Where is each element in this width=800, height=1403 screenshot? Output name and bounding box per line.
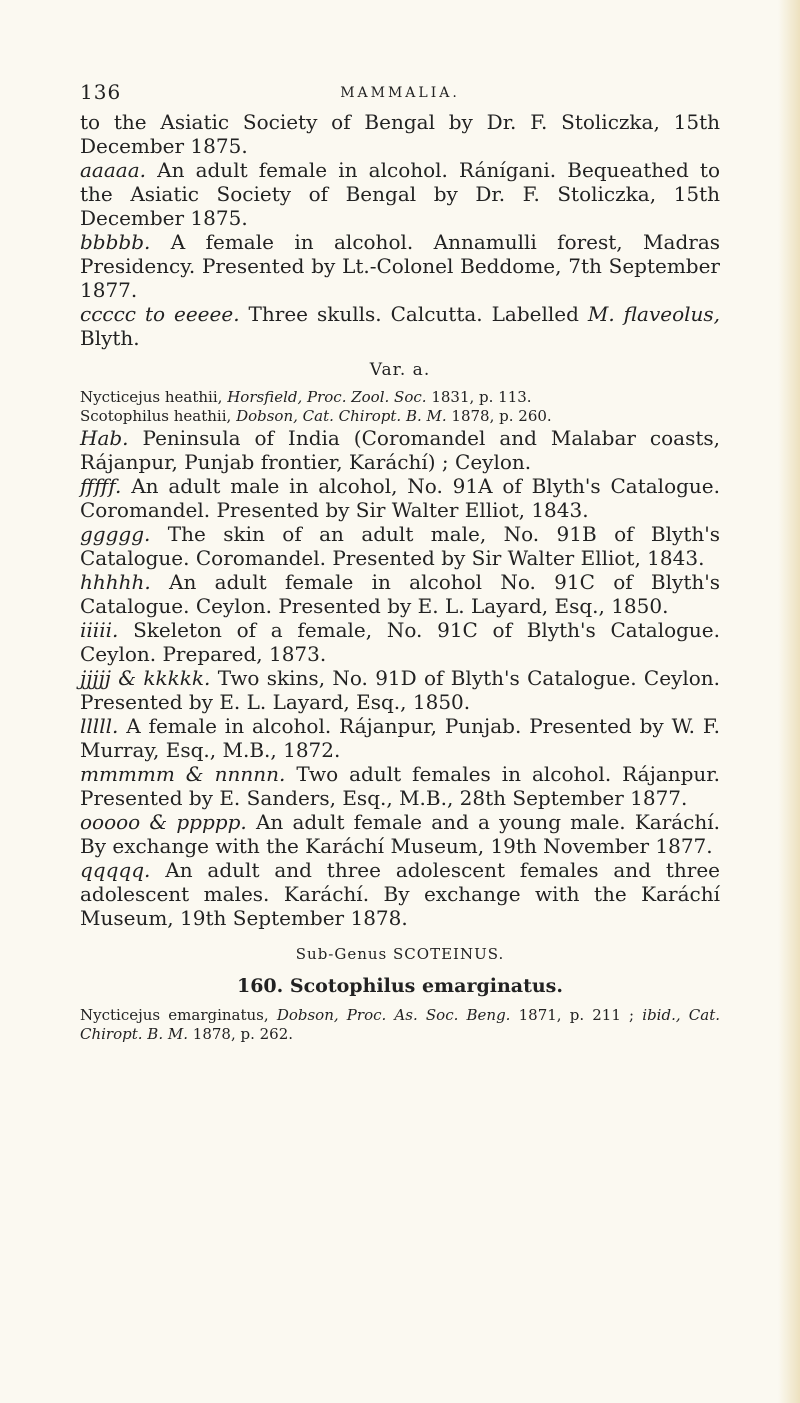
specimen-entry (80, 230, 720, 302)
specimen-label: lllll. (80, 714, 119, 738)
page-edge-shadow (778, 0, 800, 1403)
page-header (80, 0, 720, 110)
running-title: MAMMALIA. (340, 85, 460, 101)
variety-heading: Var. a. (369, 360, 431, 380)
specimen-entry: hhhhh. An adult female in alcohol No. 91C of Blyth's Catalogue. Ceylon. Presented by E. L. Layard, Esq., 1850. (80, 570, 720, 618)
page-number: 136 (80, 80, 122, 104)
specimen-label: bbbbb. (80, 230, 151, 254)
habitat-label: Hab. (80, 426, 129, 450)
species-name: M. flaveolus, (587, 302, 721, 326)
specimen-entry: iiiii. Skeleton of a female, No. 91C of Blyth's Catalogue. Ceylon. Prepared, 1873. (80, 618, 721, 666)
specimen-label: ooooo & ppppp. (80, 810, 247, 834)
specimen-entry: jjjjj & kkkkk. Two skins, No. 91D of Blyth's Catalogue. Ceylon. Presented by E. L. Layard, Esq., 1850. (80, 666, 721, 714)
specimen-label: qqqqq. (80, 858, 151, 882)
specimen-entry: qqqqq. An adult and three adolescent females and three adolescent males. Karáchí. By exchange with the Karáchí Museum, 19th September 1878. (80, 858, 721, 930)
page-body (80, 110, 720, 1044)
specimen-label: hhhhh. (80, 570, 151, 594)
specimen-text: A female in alcohol. Annamulli forest, Madras Presidency. Presented by Lt.-Colonel Beddome, 7th September 1877. (80, 230, 721, 302)
specimen-label: mmmmm & nnnnn. (80, 762, 286, 786)
specimen-entry: lllll. A female in alcohol. Rájanpur, Punjab. Presented by W. F. Murray, Esq., M.B., 1872. (80, 714, 720, 762)
continued-paragraph: to the Asiatic Society of Bengal by Dr. F. Stoliczka, 15th December 1875. (80, 110, 720, 158)
habitat: Hab. Peninsula of India (Coromandel and Malabar coasts, Rájanpur, Punjab frontier, Karáchí) ; Ceylon. (80, 426, 720, 474)
specimen-entry: ccccc to eeeee. Three skulls. Calcutta. Labelled M. flaveolus, Blyth. (80, 302, 721, 350)
specimen-label: fffff. (80, 474, 122, 498)
specimen-entry: ooooo & ppppp. An adult female and a young male. Karáchí. By exchange with the Karáchí Museum, 19th November 1877. (80, 810, 721, 858)
specimen-label: aaaaa. (80, 158, 146, 182)
specimen-entry: mmmmm & nnnnn. Two adult females in alcohol. Rájanpur. Presented by E. Sanders, Esq., M.B., 28th September 1877. (80, 762, 721, 810)
specimen-label: ccccc to eeeee. (80, 302, 240, 326)
specimen-label: ggggg. (80, 522, 151, 546)
page (80, 0, 720, 1044)
subgenus-heading: Sub-Genus SCOTEINUS. (295, 945, 505, 963)
specimen-label: iiiii. (80, 618, 119, 642)
synonym-line: Nycticejus heathii, Horsfield, Proc. Zool. Soc. 1831, p. 113. (80, 388, 532, 406)
species-heading: 160. Scotophilus emarginatus. (236, 975, 563, 997)
specimen-entry: fffff. An adult male in alcohol, No. 91A of Blyth's Catalogue. Coromandel. Presented by Sir Walter Elliot, 1843. (80, 474, 721, 522)
synonym-line: Scotophilus heathii, Dobson, Cat. Chiropt. B. M. 1878, p. 260. (80, 407, 552, 425)
specimen-text: An adult female in alcohol. Ránígani. Bequeathed to the Asiatic Society of Bengal by Dr. F. Stoliczka, 15th December 1875. (80, 158, 720, 230)
specimen-entry: ggggg. The skin of an adult male, No. 91B of Blyth's Catalogue. Coromandel. Presented by Sir Walter Elliot, 1843. (80, 522, 721, 570)
specimen-entry (80, 158, 720, 230)
specimen-label: jjjjj & kkkkk. (80, 666, 211, 690)
synonym-line: Nycticejus emarginatus, Dobson, Proc. As. Soc. Beng. 1871, p. 211 ; ibid., Cat. Chiropt. B. M. 1878, p. 262. (80, 1006, 720, 1043)
specimen-text: Three skulls. Calcutta. Labelled (248, 302, 579, 326)
